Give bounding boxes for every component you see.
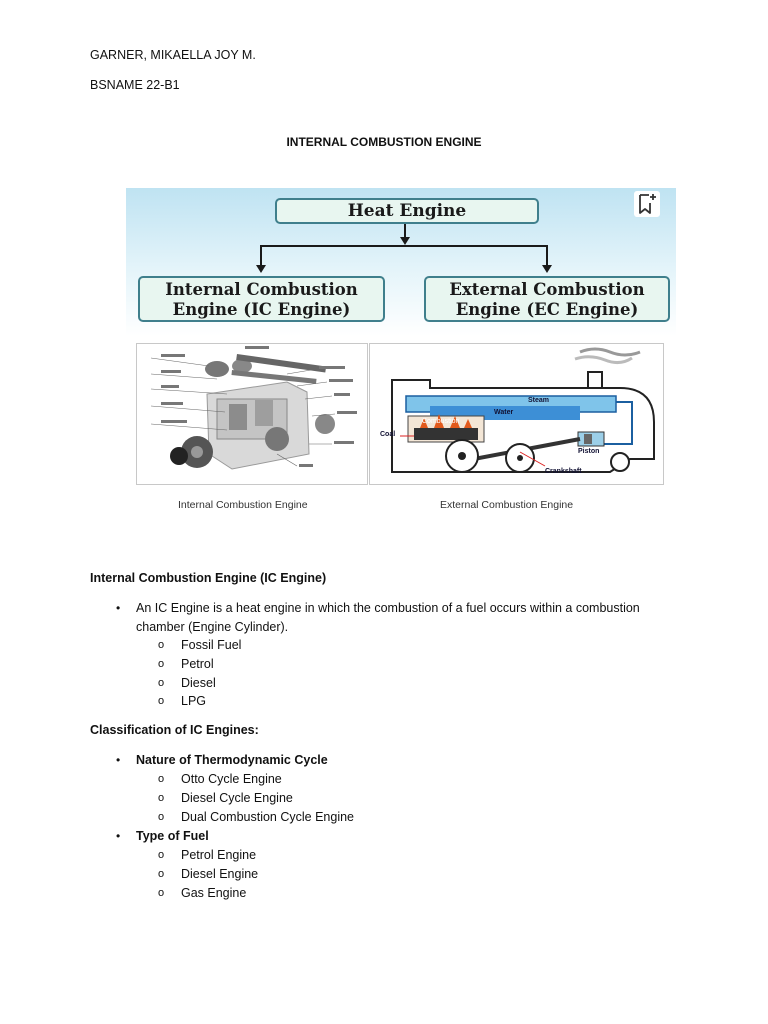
caption-ic: Internal Combustion Engine — [178, 499, 308, 511]
ec-label-water: Water — [494, 409, 514, 416]
ec-label-combustion: Combustion — [422, 418, 460, 425]
bullet-icon: • — [116, 753, 121, 767]
classification-item: Petrol Engine — [181, 848, 257, 862]
heat-engine-diagram — [126, 188, 676, 515]
classification-item: Dual Combustion Cycle Engine — [181, 810, 355, 824]
section-code: BSNAME 22-B1 — [90, 78, 180, 92]
heat-engine-box: Heat Engine — [275, 198, 539, 224]
fuel-item: Fossil Fuel — [181, 638, 242, 652]
author-name: GARNER, MIKAELLA JOY M. — [90, 48, 256, 62]
arrow-down-icon — [400, 237, 410, 245]
fuel-item: Petrol — [181, 657, 214, 671]
sub-bullet-icon: o — [158, 695, 165, 707]
ec-label-crankshaft: Crankshaft — [545, 468, 582, 475]
ic-definition-line2: chamber (Engine Cylinder). — [136, 620, 289, 634]
sub-bullet-icon: o — [158, 887, 165, 899]
connector-stem — [404, 224, 406, 238]
ec-engine-illustration — [369, 343, 664, 485]
classification-item: Gas Engine — [181, 886, 247, 900]
sub-bullet-icon: o — [158, 792, 165, 804]
bullet-icon: • — [116, 601, 121, 615]
sub-bullet-icon: o — [158, 658, 165, 670]
sub-bullet-icon: o — [158, 849, 165, 861]
ic-engine-box — [138, 276, 385, 322]
connector-right — [546, 245, 548, 265]
sub-bullet-icon: o — [158, 639, 165, 651]
classification-item: Otto Cycle Engine — [181, 772, 282, 786]
ic-engine-illustration — [136, 343, 368, 485]
ic-box-line2: Engine (IC Engine) — [172, 300, 351, 319]
ec-label-coal: Coal — [380, 431, 396, 438]
ic-box-line1: Internal Combustion — [165, 280, 358, 299]
sub-bullet-icon: o — [158, 677, 165, 689]
caption-ec: External Combustion Engine — [440, 499, 574, 511]
arrow-down-icon — [256, 265, 266, 273]
sub-bullet-icon: o — [158, 773, 165, 785]
fuel-item: Diesel — [181, 676, 216, 690]
bookmark-add-icon[interactable] — [634, 191, 660, 217]
classification-group-title: Type of Fuel — [136, 829, 209, 843]
ec-label-steam: Steam — [528, 397, 550, 404]
bullet-icon: • — [116, 829, 121, 843]
connector-horizontal — [260, 245, 548, 247]
arrow-down-icon — [542, 265, 552, 273]
ic-definition-line1: An IC Engine is a heat engine in which the combustion of a fuel occurs within a combustion — [136, 601, 640, 615]
classification-item: Diesel Cycle Engine — [181, 791, 293, 805]
ec-label-piston: Piston — [578, 448, 600, 455]
classification-item: Diesel Engine — [181, 867, 259, 881]
connector-left — [260, 245, 262, 265]
ec-box-line2: Engine (EC Engine) — [455, 300, 639, 319]
sub-bullet-icon: o — [158, 811, 165, 823]
document-title: INTERNAL COMBUSTION ENGINE — [286, 135, 482, 149]
classification-group-title: Nature of Thermodynamic Cycle — [136, 753, 328, 767]
ic-section-heading: Internal Combustion Engine (IC Engine) — [90, 571, 327, 585]
ec-box-line1: External Combustion — [449, 280, 645, 299]
fuel-item: LPG — [181, 694, 207, 708]
ec-engine-box — [424, 276, 670, 322]
classification-heading: Classification of IC Engines: — [90, 723, 259, 737]
sub-bullet-icon: o — [158, 868, 165, 880]
